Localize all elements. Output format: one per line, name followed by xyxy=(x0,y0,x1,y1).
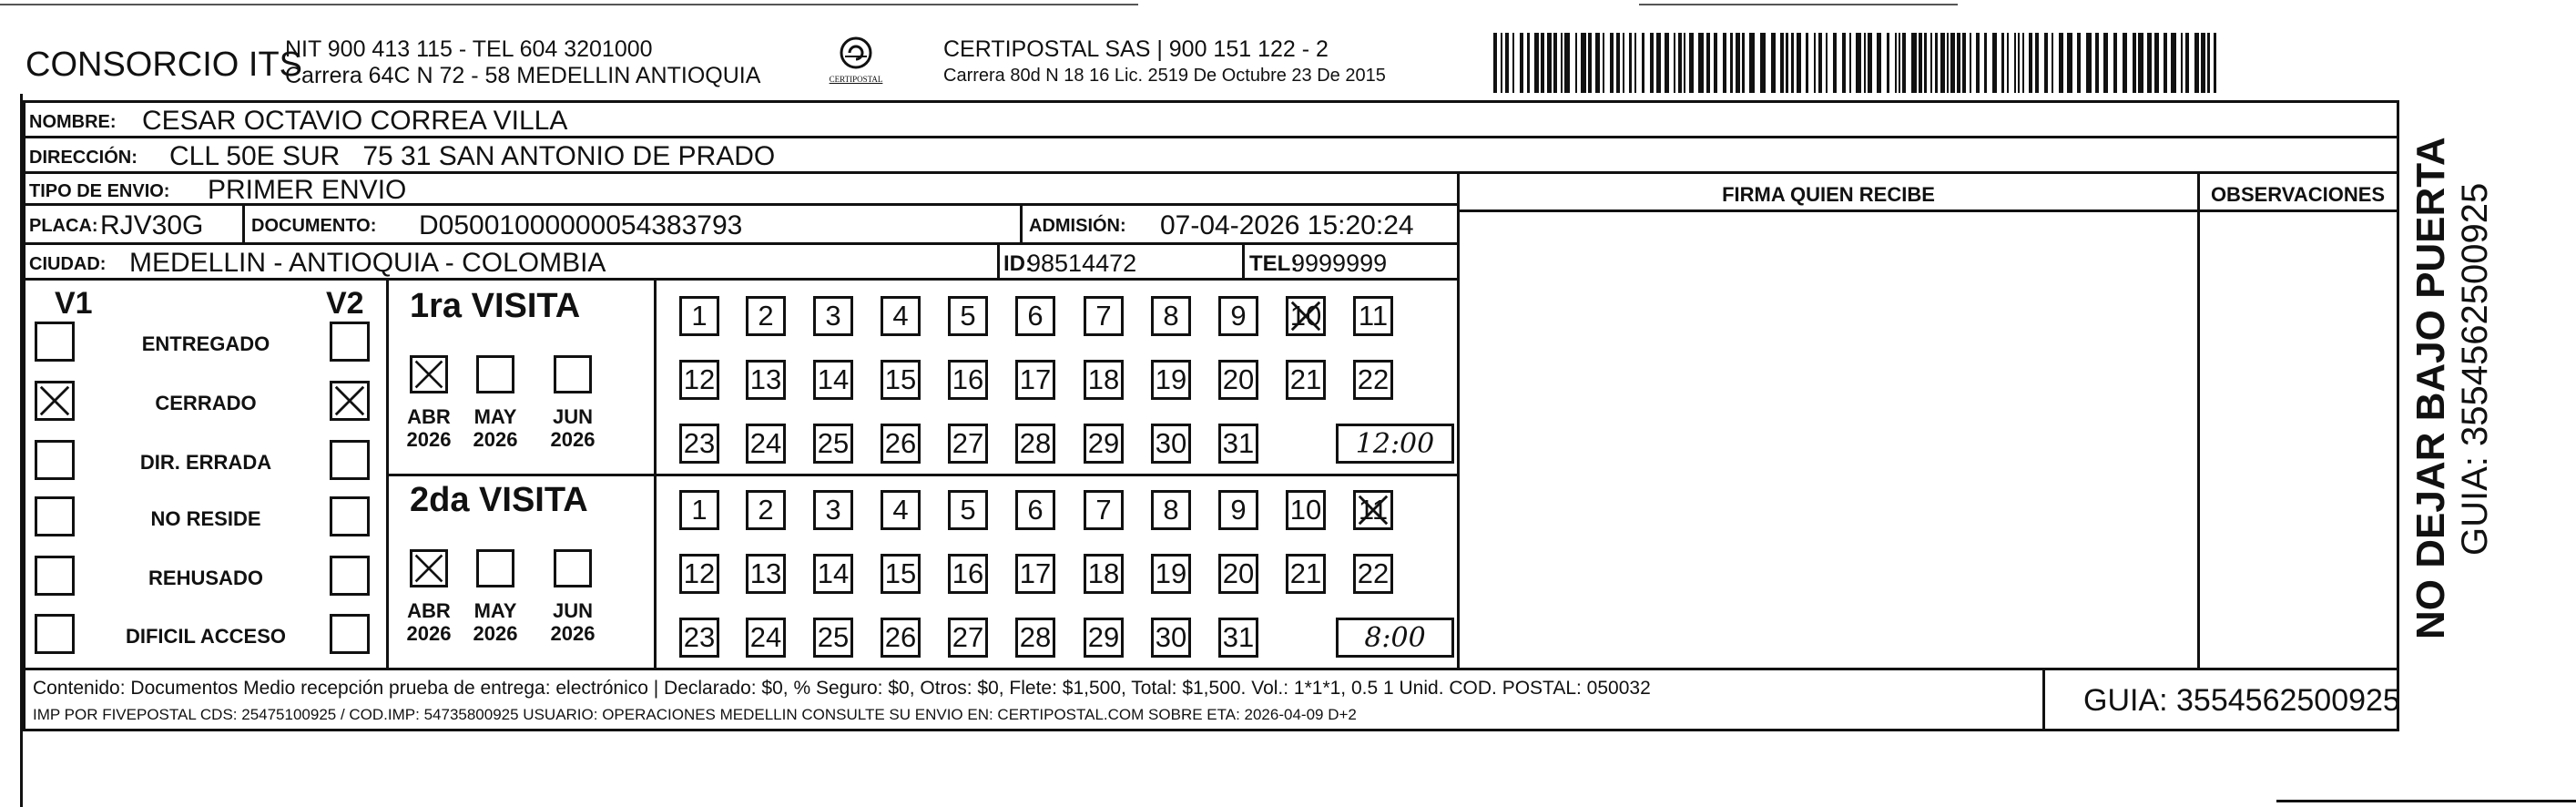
barcode-bar xyxy=(2154,33,2159,93)
barcode-bar xyxy=(1610,33,1614,93)
day-box[interactable]: 14 xyxy=(813,554,853,594)
top-rule xyxy=(0,4,1138,5)
day-box[interactable]: 8 xyxy=(1151,296,1191,336)
day-box[interactable]: 31 xyxy=(1218,424,1258,464)
day-box[interactable]: 27 xyxy=(948,618,988,658)
day-box[interactable]: 7 xyxy=(1084,490,1124,530)
day-box[interactable]: 19 xyxy=(1151,360,1191,400)
direccion-label: DIRECCIÓN: xyxy=(29,148,137,168)
day-box[interactable]: 29 xyxy=(1084,424,1124,464)
barcode-bar xyxy=(1736,33,1740,93)
barcode-bar xyxy=(1984,33,1987,93)
ciudad-row xyxy=(23,242,1460,281)
barcode-bar xyxy=(1962,33,1966,93)
day-box[interactable]: 19 xyxy=(1151,554,1191,594)
placa-label: PLACA: xyxy=(29,216,98,236)
day-box[interactable]: 10 xyxy=(1286,490,1326,530)
barcode-bar xyxy=(1493,33,1497,93)
tel-value: 9999999 xyxy=(1291,250,1388,277)
barcode-bar xyxy=(1581,33,1586,93)
barcode-icon xyxy=(1493,33,2222,93)
barcode-bar xyxy=(1760,33,1766,93)
month-label xyxy=(541,599,605,646)
barcode-bar xyxy=(2201,33,2205,93)
barcode-bar xyxy=(1650,33,1654,93)
day-box[interactable]: 3 xyxy=(813,490,853,530)
nombre-row xyxy=(23,100,2399,138)
barcode-bar xyxy=(1634,33,1636,93)
barcode-bar xyxy=(1595,33,1600,93)
visit-title: 2da VISITA xyxy=(410,481,588,519)
barcode-bar xyxy=(2194,33,2199,93)
barcode-bar xyxy=(2086,33,2092,93)
barcode-bar xyxy=(2007,33,2009,93)
barcode-bar xyxy=(1642,33,1644,93)
x-mark-icon xyxy=(1288,299,1323,333)
certipostal-logo xyxy=(815,35,897,98)
month-name: ABR xyxy=(407,405,451,428)
barcode-bar xyxy=(2147,33,2152,93)
day-box[interactable]: 22 xyxy=(1353,360,1393,400)
day-box[interactable]: 6 xyxy=(1015,490,1055,530)
barcode-bar xyxy=(2067,33,2072,93)
ciudad-value: MEDELLIN - ANTIOQUIA - COLOMBIA xyxy=(129,248,606,278)
day-box[interactable]: 30 xyxy=(1151,424,1191,464)
barcode-bar xyxy=(1856,33,1861,93)
id-value: 98514472 xyxy=(1027,250,1137,277)
status-v2-checkbox[interactable] xyxy=(330,496,370,536)
status-label: CERRADO xyxy=(155,392,257,414)
barcode-bar xyxy=(2138,33,2143,93)
barcode-bar xyxy=(1730,33,1733,93)
barcode-bar xyxy=(1868,33,1872,93)
id-label: ID: xyxy=(1003,251,1033,276)
nombre-value: CESAR OCTAVIO CORREA VILLA xyxy=(142,106,568,136)
day-box[interactable]: 11 xyxy=(1353,296,1393,336)
barcode-bar xyxy=(1877,33,1881,93)
status-v2-checkbox[interactable] xyxy=(330,322,370,362)
day-box[interactable]: 28 xyxy=(1015,424,1055,464)
barcode-bar xyxy=(1674,33,1675,93)
barcode-bar xyxy=(2214,33,2216,93)
barcode-bar xyxy=(1771,33,1776,93)
placa-row xyxy=(23,203,1460,245)
barcode-bar xyxy=(1833,33,1837,93)
company-name: CONSORCIO ITS xyxy=(25,46,303,84)
barcode-bar xyxy=(2035,33,2039,93)
barcode-bar xyxy=(1678,33,1682,93)
month-year: 2026 xyxy=(550,428,596,452)
admision-value: 07-04-2026 15:20:24 xyxy=(1160,210,1414,240)
barcode-bar xyxy=(1665,33,1669,93)
status-label: NO RESIDE xyxy=(150,507,261,530)
barcode-bar xyxy=(1520,33,1523,93)
firma-label: FIRMA QUIEN RECIBE xyxy=(1722,183,1935,206)
barcode-bar xyxy=(1527,33,1530,93)
day-box[interactable]: 10 xyxy=(1286,296,1326,336)
barcode-bar xyxy=(1698,33,1704,93)
barcode-bar xyxy=(2185,33,2189,93)
day-box[interactable]: 21 xyxy=(1286,360,1326,400)
day-box[interactable]: 1 xyxy=(679,296,719,336)
day-box[interactable]: 30 xyxy=(1151,618,1191,658)
footer-contenido: Contenido: Documentos Medio recepción prueba de entrega: electrónico | Declarado: $0, % Seguro: $0, Otros: $0, Flete: $1,500, Total: $1,500. Vol.: 1*1*1, 0.5 1 Unid. COD. POSTAL: 050032 xyxy=(33,678,1651,699)
day-box[interactable]: 4 xyxy=(881,296,921,336)
status-v1-checkbox[interactable] xyxy=(35,322,75,362)
tel-label: TEL: xyxy=(1249,251,1298,276)
day-box[interactable]: 16 xyxy=(948,554,988,594)
barcode-bar xyxy=(1826,33,1828,93)
barcode-bar xyxy=(2207,33,2210,93)
barcode-bar xyxy=(1706,33,1710,93)
barcode-bar xyxy=(1797,33,1801,93)
day-box[interactable]: 12 xyxy=(679,360,719,400)
day-box[interactable]: 15 xyxy=(881,554,921,594)
barcode-bar xyxy=(1976,33,1980,93)
admision-label: ADMISIÓN: xyxy=(1029,216,1126,236)
day-box[interactable]: 23 xyxy=(679,424,719,464)
time-note[interactable]: 12:00 xyxy=(1336,424,1454,464)
month-label xyxy=(397,405,461,452)
day-box[interactable]: 9 xyxy=(1218,490,1258,530)
barcode-bar xyxy=(1919,33,1922,93)
barcode-bar xyxy=(1924,33,1927,93)
visit-section xyxy=(23,278,1460,670)
barcode-bar xyxy=(1992,33,1997,93)
placa-value: RJV30G xyxy=(100,210,204,240)
month-year: 2026 xyxy=(406,428,452,452)
day-box[interactable]: 12 xyxy=(679,554,719,594)
day-box[interactable]: 18 xyxy=(1084,554,1124,594)
barcode-bar xyxy=(1742,33,1745,93)
tipo-value: PRIMER ENVIO xyxy=(208,175,407,205)
day-box[interactable]: 6 xyxy=(1015,296,1055,336)
time-note[interactable]: 8:00 xyxy=(1336,618,1454,658)
month-name: MAY xyxy=(473,405,517,428)
barcode-bar xyxy=(1603,33,1604,93)
logo-text: CERTIPOSTAL xyxy=(829,75,883,84)
documento-value: D05001000000054383793 xyxy=(419,210,743,240)
day-box[interactable]: 9 xyxy=(1218,296,1258,336)
day-box[interactable]: 26 xyxy=(881,424,921,464)
company-address: Carrera 64C N 72 - 58 MEDELLIN ANTIOQUIA xyxy=(285,63,761,88)
barcode-bar xyxy=(2001,33,2004,93)
day-box[interactable]: 28 xyxy=(1015,618,1055,658)
barcode-bar xyxy=(1911,33,1917,93)
barcode-bar xyxy=(1689,33,1694,93)
barcode-bar xyxy=(1842,33,1846,93)
direccion-row xyxy=(23,136,2399,174)
barcode-bar xyxy=(2022,33,2024,93)
nombre-label: NOMBRE: xyxy=(29,112,117,132)
month-label xyxy=(541,405,605,452)
day-box[interactable]: 3 xyxy=(813,296,853,336)
barcode-bar xyxy=(1780,33,1784,93)
barcode-bar xyxy=(1541,33,1544,93)
status-v2-checkbox[interactable] xyxy=(330,381,370,421)
barcode-bar xyxy=(1534,33,1539,93)
x-mark-icon xyxy=(37,383,72,418)
barcode-bar xyxy=(2103,33,2108,93)
day-box[interactable]: 5 xyxy=(948,296,988,336)
day-box[interactable]: 18 xyxy=(1084,360,1124,400)
visit-title: 1ra VISITA xyxy=(410,287,581,325)
side-guia: GUIA: 3554562500925 xyxy=(2455,182,2495,556)
barcode-bar xyxy=(2133,33,2136,93)
barcode-bar xyxy=(1957,33,1960,93)
month-label xyxy=(463,405,527,452)
barcode-bar xyxy=(1616,33,1620,93)
day-box[interactable]: 7 xyxy=(1084,296,1124,336)
barcode-bar xyxy=(2095,33,2099,93)
barcode-bar xyxy=(1684,33,1685,93)
barcode-bar xyxy=(1623,33,1624,93)
barcode-bar xyxy=(2014,33,2016,93)
top-rule-right xyxy=(1639,4,1958,5)
month-checkbox[interactable] xyxy=(554,355,592,393)
barcode-bar xyxy=(1899,33,1900,93)
status-v2-checkbox[interactable] xyxy=(330,556,370,596)
month-checkbox[interactable] xyxy=(476,549,514,587)
month-label xyxy=(463,599,527,646)
barcode-bar xyxy=(1629,33,1632,93)
month-name: JUN xyxy=(552,599,593,622)
day-box[interactable]: 24 xyxy=(746,618,786,658)
day-box[interactable]: 31 xyxy=(1218,618,1258,658)
barcode-bar xyxy=(2164,33,2167,93)
status-v1-checkbox[interactable] xyxy=(35,496,75,536)
barcode-bar xyxy=(2044,33,2048,93)
signature-area xyxy=(1457,171,2399,670)
barcode-bar xyxy=(1547,33,1552,93)
status-v1-checkbox[interactable] xyxy=(35,440,75,480)
day-box[interactable]: 17 xyxy=(1015,554,1055,594)
barcode-bar xyxy=(2171,33,2176,93)
month-year: 2026 xyxy=(473,428,518,452)
status-v1-checkbox[interactable] xyxy=(35,381,75,421)
documento-label: DOCUMENTO: xyxy=(251,216,377,236)
barcode-bar xyxy=(2123,33,2127,93)
status-v1-checkbox[interactable] xyxy=(35,556,75,596)
status-label: ENTREGADO xyxy=(141,332,270,355)
barcode-bar xyxy=(2052,33,2053,93)
barcode-bar xyxy=(2113,33,2117,93)
day-box[interactable]: 13 xyxy=(746,554,786,594)
barcode-bar xyxy=(2181,33,2183,93)
footer xyxy=(23,668,2399,731)
day-box[interactable]: 15 xyxy=(881,360,921,400)
day-box[interactable]: 20 xyxy=(1218,554,1258,594)
v2-label: V2 xyxy=(326,286,364,321)
barcode-bar xyxy=(1940,33,1945,93)
barcode-bar xyxy=(1806,33,1808,93)
month-name: MAY xyxy=(473,599,517,622)
month-year: 2026 xyxy=(550,622,596,646)
frame-bottom-right xyxy=(2276,800,2576,802)
tipo-row xyxy=(23,171,1460,206)
x-mark-icon xyxy=(412,552,445,585)
month-label xyxy=(397,599,461,646)
barcode-bar xyxy=(1849,33,1851,93)
certipostal-address: Carrera 80d N 18 16 Lic. 2519 De Octubre 23 De 2015 xyxy=(943,66,1386,86)
barcode-bar xyxy=(1588,33,1592,93)
barcode-bar xyxy=(1814,33,1816,93)
barcode-bar xyxy=(1501,33,1502,93)
status-v2-checkbox[interactable] xyxy=(330,614,370,654)
barcode-bar xyxy=(1902,33,1906,93)
barcode-bar xyxy=(1864,33,1866,93)
barcode-bar xyxy=(1935,33,1938,93)
barcode-bar xyxy=(1950,33,1955,93)
barcode-bar xyxy=(1786,33,1788,93)
month-checkbox[interactable] xyxy=(410,549,448,587)
x-mark-icon xyxy=(1356,493,1390,527)
status-v2-checkbox[interactable] xyxy=(330,440,370,480)
no-dejar-bajo-puerta: NO DEJAR BAJO PUERTA xyxy=(2408,137,2453,639)
day-box[interactable]: 1 xyxy=(679,490,719,530)
day-box[interactable]: 24 xyxy=(746,424,786,464)
month-name: JUN xyxy=(552,405,593,428)
day-box[interactable]: 16 xyxy=(948,360,988,400)
day-box[interactable]: 14 xyxy=(813,360,853,400)
certipostal-nit: CERTIPOSTAL SAS | 900 151 122 - 2 xyxy=(943,36,1329,62)
day-box[interactable]: 5 xyxy=(948,490,988,530)
barcode-bar xyxy=(1564,33,1570,93)
day-box[interactable]: 25 xyxy=(813,424,853,464)
status-v1-checkbox[interactable] xyxy=(35,614,75,654)
footer-imp: IMP POR FIVEPOSTAL CDS: 25475100925 / COD.IMP: 54735800925 USUARIO: OPERACIONES MEDELLIN CONSULTE SU ENVIO EN: CERTIPOSTAL.COM SOBRE ETA: 2026-04-09 D+2 xyxy=(33,706,1357,723)
barcode-bar xyxy=(1505,33,1509,93)
day-box[interactable]: 20 xyxy=(1218,360,1258,400)
month-checkbox[interactable] xyxy=(476,355,514,393)
barcode-bar xyxy=(2059,33,2063,93)
direccion-value: CLL 50E SUR 75 31 SAN ANTONIO DE PRADO xyxy=(169,141,776,171)
day-box[interactable]: 11 xyxy=(1353,490,1393,530)
barcode-bar xyxy=(1930,33,1932,93)
month-year: 2026 xyxy=(473,622,518,646)
barcode-bar xyxy=(1895,33,1897,93)
barcode-bar xyxy=(2018,33,2020,93)
day-box[interactable]: 27 xyxy=(948,424,988,464)
barcode-bar xyxy=(2029,33,2032,93)
status-label: REHUSADO xyxy=(148,567,263,589)
day-box[interactable]: 2 xyxy=(746,490,786,530)
day-box[interactable]: 8 xyxy=(1151,490,1191,530)
v1-label: V1 xyxy=(55,286,93,321)
company-nit: NIT 900 413 115 - TEL 604 3201000 xyxy=(285,36,653,62)
x-mark-icon xyxy=(412,358,445,391)
month-checkbox[interactable] xyxy=(554,549,592,587)
tipo-label: TIPO DE ENVIO: xyxy=(29,181,170,201)
status-label: DIFICIL ACCESO xyxy=(125,625,286,648)
month-checkbox[interactable] xyxy=(410,355,448,393)
day-box[interactable]: 4 xyxy=(881,490,921,530)
barcode-bar xyxy=(1887,33,1889,93)
status-label: DIR. ERRADA xyxy=(139,451,272,474)
barcode-bar xyxy=(1947,33,1949,93)
logo-icon xyxy=(838,35,874,71)
month-year: 2026 xyxy=(406,622,452,646)
barcode-bar xyxy=(1512,33,1514,93)
day-box[interactable]: 25 xyxy=(813,618,853,658)
barcode-bar xyxy=(1970,33,1971,93)
barcode-bar xyxy=(1714,33,1717,93)
day-box[interactable]: 23 xyxy=(679,618,719,658)
barcode-bar xyxy=(1561,33,1563,93)
day-box[interactable]: 17 xyxy=(1015,360,1055,400)
barcode-bar xyxy=(1749,33,1755,93)
barcode-bar xyxy=(1575,33,1577,93)
ciudad-label: CIUDAD: xyxy=(29,254,107,274)
day-box[interactable]: 22 xyxy=(1353,554,1393,594)
barcode-bar xyxy=(1656,33,1661,93)
day-box[interactable]: 29 xyxy=(1084,618,1124,658)
x-mark-icon xyxy=(332,383,367,418)
month-name: ABR xyxy=(407,599,451,622)
day-box[interactable]: 2 xyxy=(746,296,786,336)
barcode-bar xyxy=(1553,33,1557,93)
barcode-bar xyxy=(1723,33,1726,93)
barcode-bar xyxy=(1791,33,1794,93)
barcode-bar xyxy=(2077,33,2081,93)
day-box[interactable]: 13 xyxy=(746,360,786,400)
day-box[interactable]: 21 xyxy=(1286,554,1326,594)
observaciones-label: OBSERVACIONES xyxy=(2210,183,2386,206)
day-box[interactable]: 26 xyxy=(881,618,921,658)
footer-guia: GUIA: 3554562500925 xyxy=(2083,683,2400,718)
barcode-bar xyxy=(1818,33,1822,93)
